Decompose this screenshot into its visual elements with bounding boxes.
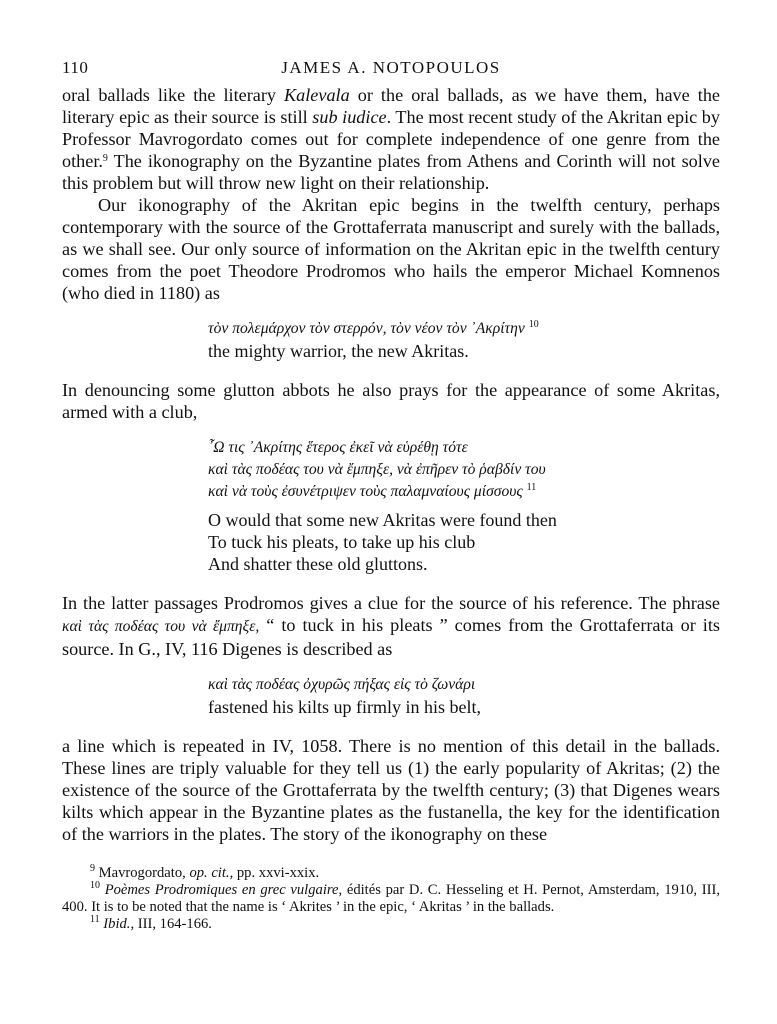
quote-2-english-line-1: O would that some new Akritas were found then [208,510,557,530]
footnotes [62,865,720,933]
quote-3-english: fastened his kilts up firmly in his belt, [208,697,481,717]
paragraph-2: Our ikonography of the Akritan epic begins in the twelfth century, perhaps contemporary with the source of the Grottaferrata manuscript and surely with the ballads, as we shall see. Our only source of information on the Akritan epic in the twelfth century comes from the poet Theodore Prodromos who hails the emperor Michael Komnenos (who died in 1180) as [62,195,720,303]
quote-2-greek-line-2: καὶ τὰς ποδέας του νὰ ἔμπηξε, νὰ ἐπῆρεν τὸ ῥαβδίν του [208,461,546,478]
greek-phrase: καὶ τὰς ποδέας του νὰ ἔμπηξε, [62,618,260,635]
footnote-11: $^{11}$ Ibid., III, 164-166. [90,914,212,932]
page [62,58,720,933]
paragraph-1: oral ballads like the literary Kalevala or the oral ballads, as we have them, have the literary epic as their source is still sub iudice. The most recent study of the Akritan epic by Professor Mavrogordato comes out for complete independence of one genre from the other.$^9$ The ikonography on the Byzantine plates from Athens and Corinth will not solve this problem but will throw new light on their relationship. [62,85,720,193]
footnote-9: $^9$ Mavrogordato, op. cit., pp. xxvi-xxix. [90,863,320,881]
paragraph-3: In denouncing some glutton abbots he also prays for the appearance of some Akritas, armed with a club, [62,380,720,422]
quote-2-english-line-3: And shatter these old gluttons. [208,554,428,574]
quote-1-english: the mighty warrior, the new Akritas. [208,341,469,361]
page-number: 110 [62,58,89,77]
footnote-10: $^{10}$ Poèmes Prodromiques en grec vulgaire, édités par D. C. Hesseling et H. Pernot, Amsterdam, 1910, III, 400. It is to be noted that the name is ‘ Akrites ’ in the epic, ‘ Akritas ’ in the ballads. [62,880,720,915]
running-header [62,58,720,84]
footnote-ref-11: 11 [526,482,537,493]
running-title: JAMES A. NOTOPOULOS [281,58,501,77]
quote-2-greek-line-3: καὶ νὰ τοὺς ἐσυνέτριψεν τοὺς παλαμναίους μίσσους $^{11}$ [208,482,537,500]
quote-2-english-line-2: To tuck his pleats, to take up his club [208,532,476,552]
footnote-ref-9: 9 [102,153,108,164]
quote-3-greek: καὶ τὰς ποδέας ὀχυρῶς πήξας εἰς τὸ ζωνάρι [208,676,476,693]
paragraph-4: In the latter passages Prodromos gives a clue for the source of his reference. The phrase καὶ τὰς ποδέας του νὰ ἔμπηξε, “ to tuck in his pleats ” comes from the Grottaferrata or its source. In G., IV, 116 Digenes is described as [62,593,720,659]
quote-1-greek: τὸν πολεμάρχον τὸν στερρόν, τὸν νέον τὸν ᾿Ακρίτην $^{10}$ [208,319,539,337]
quote-2-greek-line-1: ῏Ω τις ᾿Ακρίτης ἕτερος ἐκεῖ νὰ εὑρέθῃ τότε [208,439,468,456]
footnote-ref-10: 10 [528,319,539,330]
paragraph-5: a line which is repeated in IV, 1058. There is no mention of this detail in the ballads. These lines are triply valuable for they tell us (1) the early popularity of Akritas; (2) the existence of the source of the Grottaferrata by the twelfth century; (3) that Digenes wears kilts which appear in the Byzantine plates as the fustanella, the key for the identification of the warriors in the plates. The story of the ikonography on these [62,736,720,844]
